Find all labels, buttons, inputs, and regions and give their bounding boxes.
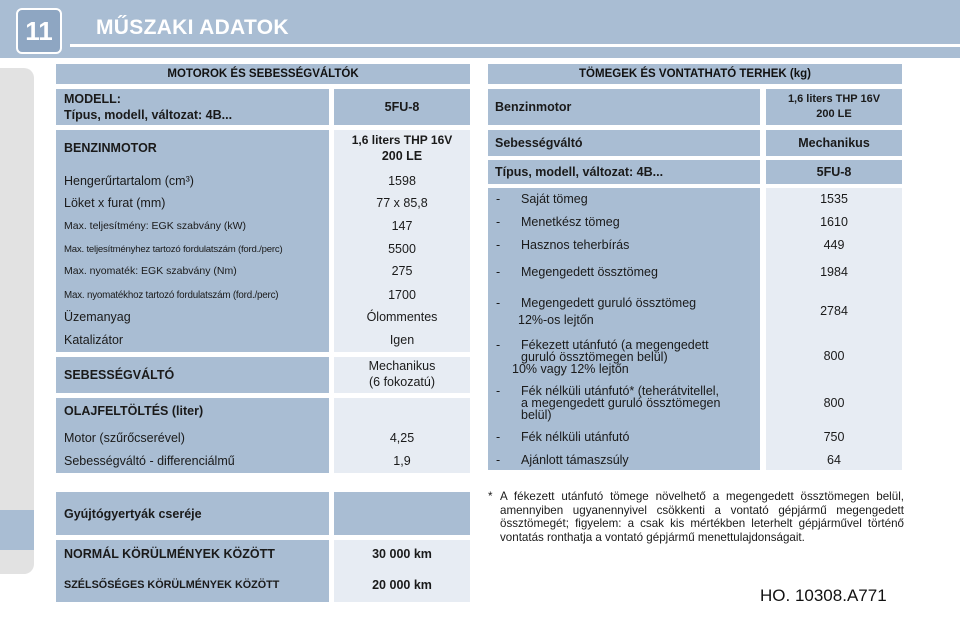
side-tab-marker xyxy=(0,510,34,550)
footnote xyxy=(488,490,904,544)
weight-row-dash: - xyxy=(496,430,501,444)
right-section-banner: TÖMEGEK ÉS VONTATHATÓ TERHEK (kg) xyxy=(488,64,902,84)
oil-row-label: Motor (szűrőcserével) xyxy=(64,431,185,445)
weight-row-value: 1535 xyxy=(820,192,848,206)
weights-value-cell xyxy=(766,188,902,470)
normal-conditions-value: 30 000 km xyxy=(372,547,432,561)
extreme-conditions-value: 20 000 km xyxy=(372,578,432,592)
chapter-badge xyxy=(16,8,62,54)
engine-row-label: Löket x furat (mm) xyxy=(64,196,166,210)
page-title: MŰSZAKI ADATOK xyxy=(96,16,289,39)
weight-row-dash: - xyxy=(496,384,501,398)
gearbox-label: SEBESSÉGVÁLTÓ xyxy=(64,368,175,382)
weight-row-label-line3: 10% vagy 12% lejtőn xyxy=(512,362,629,376)
weights-type-value: 5FU-8 xyxy=(816,165,852,179)
engine-row-label: Max. nyomatékhoz tartozó fordulatszám (ford./perc) xyxy=(64,290,279,301)
engine-row-value: Ólommentes xyxy=(366,310,438,324)
weight-row-value: 1984 xyxy=(820,265,848,279)
weight-row-label: Fék nélküli utánfutó xyxy=(521,430,630,444)
gearbox-value-line1: Mechanikus xyxy=(368,359,436,373)
oil-row-value: 4,25 xyxy=(389,431,415,445)
weight-row-value: 449 xyxy=(823,238,845,252)
engine-value-line1: 1,6 liters THP 16V xyxy=(351,133,453,147)
engine-label: BENZINMOTOR xyxy=(64,141,157,155)
weights-gearbox-value: Mechanikus xyxy=(798,136,870,150)
weight-row-label: Fék nélküli utánfutó* (teherátvitellel, xyxy=(521,384,720,398)
engine-row-value: 5500 xyxy=(388,242,416,256)
document-reference: HO. 10308.A771 xyxy=(760,586,887,605)
footnote-text: A fékezett utánfutó tömege növelhető a megengedett össztömegen belül, amennyiben ugyanennyivel csökkenti a vontató gépjármű megengedett össztömegét; figyelem: a csak kis mértékben leterhelt gépjárművel történő vontatás ronthatja a vontató gépjármű menettulajdonságait. xyxy=(500,490,904,544)
engine-row-value: 275 xyxy=(391,264,413,278)
weights-label-cell xyxy=(488,188,760,470)
footnote-marker: * xyxy=(488,490,493,503)
engine-row-value: 1598 xyxy=(388,174,416,188)
weight-row-value: 750 xyxy=(823,430,845,444)
left-section-banner: MOTOROK ÉS SEBESSÉGVÁLTÓK xyxy=(56,64,470,84)
model-value: 5FU-8 xyxy=(384,100,420,114)
spark-value-cell xyxy=(334,492,470,535)
engine-row-label: Max. teljesítmény: EGK szabvány (kW) xyxy=(64,220,247,232)
weight-row-label-line2: a megengedett guruló össztömegen xyxy=(521,396,721,410)
oil-row-label: Sebességváltó - differenciálmű xyxy=(64,454,235,468)
weight-row-value: 2784 xyxy=(820,304,848,318)
oil-row-value: 1,9 xyxy=(393,454,411,468)
weight-row-value: 800 xyxy=(823,396,845,410)
header-divider xyxy=(70,44,960,47)
engine-value-line2: 200 LE xyxy=(381,149,423,163)
engine-row-value: Igen xyxy=(389,333,415,347)
extreme-conditions-label: SZÉLSŐSÉGES KÖRÜLMÉNYEK KÖZÖTT xyxy=(64,579,280,591)
weights-engine-value-line2: 200 LE xyxy=(816,108,852,120)
weight-row-label-line3: belül) xyxy=(521,408,552,422)
weights-gearbox-label: Sebességváltó xyxy=(495,136,583,150)
weight-row-dash: - xyxy=(496,238,501,252)
spark-label: Gyújtógyertyák cseréje xyxy=(64,507,202,521)
normal-conditions-label: NORMÁL KÖRÜLMÉNYEK KÖZÖTT xyxy=(64,547,275,561)
oil-label: OLAJFELTÖLTÉS (liter) xyxy=(64,404,204,418)
weights-type-label: Típus, modell, változat: 4B... xyxy=(495,165,664,179)
weight-row-label-line2: 12%-os lejtőn xyxy=(518,313,594,327)
engine-row-label: Max. teljesítményhez tartozó fordulatszám (ford./perc) xyxy=(64,244,283,255)
engine-row-value: 77 x 85,8 xyxy=(376,196,428,210)
weight-row-dash: - xyxy=(496,192,501,206)
weights-engine-label: Benzinmotor xyxy=(495,100,572,114)
chapter-number: 11 xyxy=(25,15,53,46)
weight-row-dash: - xyxy=(496,453,501,467)
weight-row-label: Fékezett utánfutó (a megengedett xyxy=(521,338,709,352)
weight-row-label: Saját tömeg xyxy=(521,192,588,206)
weight-row-value: 64 xyxy=(827,453,841,467)
weights-engine-value-line1: 1,6 liters THP 16V xyxy=(787,93,881,105)
engine-row-label: Katalizátor xyxy=(64,333,124,347)
model-label-line1: MODELL: xyxy=(64,92,121,106)
engine-row-label: Üzemanyag xyxy=(64,310,131,324)
weight-row-value: 1610 xyxy=(820,215,848,229)
model-label-line2: Típus, modell, változat: 4B... xyxy=(64,108,233,122)
weight-row-label: Megengedett össztömeg xyxy=(521,265,658,279)
weight-row-dash: - xyxy=(496,338,501,352)
engine-row-label: Max. nyomaték: EGK szabvány (Nm) xyxy=(64,265,237,277)
weight-row-value: 800 xyxy=(823,349,845,363)
side-tab-strip xyxy=(0,68,34,574)
weight-row-label: Ajánlott támaszsúly xyxy=(521,453,629,467)
engine-row-value: 147 xyxy=(391,219,413,233)
weight-row-label: Hasznos teherbírás xyxy=(521,238,630,252)
weight-row-label-line2: guruló össztömegen belül) xyxy=(521,350,668,364)
weight-row-label: Megengedett guruló össztömeg xyxy=(521,296,697,310)
weight-row-dash: - xyxy=(496,215,501,229)
gearbox-value-line2: (6 fokozatú) xyxy=(368,375,435,389)
engine-row-value: 1700 xyxy=(388,288,416,302)
weight-row-dash: - xyxy=(496,265,501,279)
weight-row-label: Menetkész tömeg xyxy=(521,215,620,229)
weight-row-dash: - xyxy=(496,296,501,310)
engine-row-label: Hengerűrtartalom (cm³) xyxy=(64,174,194,188)
